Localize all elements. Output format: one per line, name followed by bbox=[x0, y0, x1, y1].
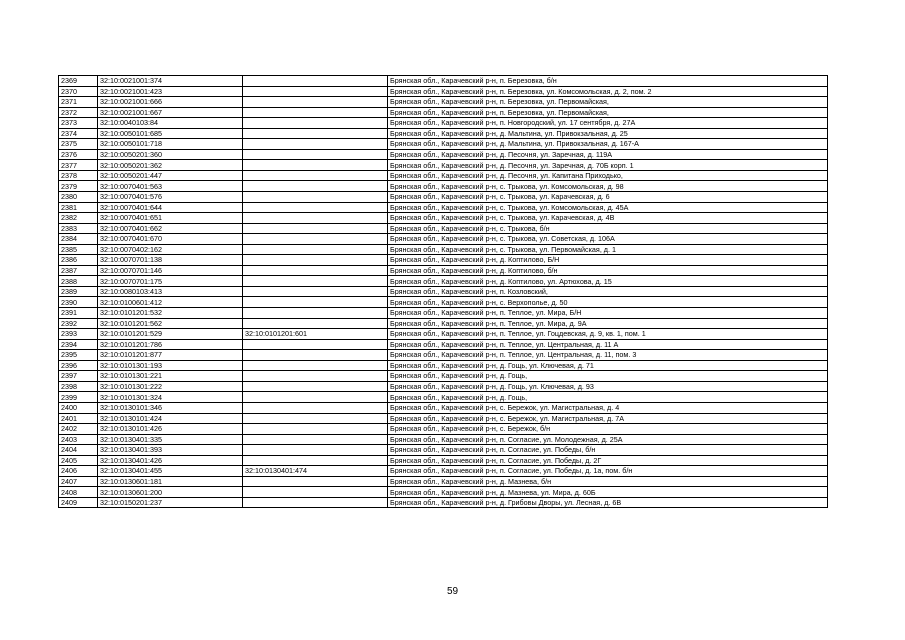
row-number-cell: 2399 bbox=[59, 392, 98, 403]
table-row bbox=[59, 192, 828, 203]
address-cell: Брянская обл., Карачевский р-н, с. Трыкова, ул. Комсомольская, д. 98 bbox=[388, 181, 828, 192]
row-number-cell: 2406 bbox=[59, 466, 98, 477]
parent-cadastral-number-cell bbox=[243, 107, 388, 118]
address-cell: Брянская обл., Карачевский р-н, д. Гощь, ул. Ключевая, д. 93 bbox=[388, 381, 828, 392]
row-number-cell: 2389 bbox=[59, 286, 98, 297]
table-row bbox=[59, 160, 828, 171]
address-cell: Брянская обл., Карачевский р-н, д. Песочня, ул. Заречная, д. 70Б корп. 1 bbox=[388, 160, 828, 171]
address-cell: Брянская обл., Карачевский р-н, с. Трыкова, ул. Первомайская, д. 1 bbox=[388, 244, 828, 255]
address-cell: Брянская обл., Карачевский р-н, с. Бережок, ул. Магистральная, д. 7А bbox=[388, 413, 828, 424]
table-row bbox=[59, 413, 828, 424]
row-number-cell: 2398 bbox=[59, 381, 98, 392]
cadastral-number-cell: 32:10:0101301:324 bbox=[98, 392, 243, 403]
parent-cadastral-number-cell bbox=[243, 118, 388, 129]
table-row bbox=[59, 276, 828, 287]
row-number-cell: 2392 bbox=[59, 318, 98, 329]
table-row bbox=[59, 170, 828, 181]
address-cell: Брянская обл., Карачевский р-н, п. Согласие, ул. Победы, б/н bbox=[388, 445, 828, 456]
parent-cadastral-number-cell bbox=[243, 223, 388, 234]
parent-cadastral-number-cell bbox=[243, 255, 388, 266]
row-number-cell: 2370 bbox=[59, 86, 98, 97]
parent-cadastral-number-cell bbox=[243, 128, 388, 139]
cadastral-number-cell: 32:10:0130101:346 bbox=[98, 402, 243, 413]
address-cell: Брянская обл., Карачевский р-н, п. Теплое, ул. Гоцдевская, д. 9, кв. 1, пом. 1 bbox=[388, 329, 828, 340]
address-cell: Брянская обл., Карачевский р-н, д. Гощь, bbox=[388, 371, 828, 382]
row-number-cell: 2391 bbox=[59, 308, 98, 319]
parent-cadastral-number-cell bbox=[243, 97, 388, 108]
parent-cadastral-number-cell bbox=[243, 434, 388, 445]
parent-cadastral-number-cell bbox=[243, 360, 388, 371]
table-row bbox=[59, 107, 828, 118]
parent-cadastral-number-cell bbox=[243, 455, 388, 466]
table-row bbox=[59, 118, 828, 129]
row-number-cell: 2378 bbox=[59, 170, 98, 181]
row-number-cell: 2407 bbox=[59, 476, 98, 487]
address-cell: Брянская обл., Карачевский р-н, д. Гощь, bbox=[388, 392, 828, 403]
cadastral-number-cell: 32:10:0130401:455 bbox=[98, 466, 243, 477]
cadastral-number-cell: 32:10:0130401:426 bbox=[98, 455, 243, 466]
table-row bbox=[59, 487, 828, 498]
row-number-cell: 2369 bbox=[59, 76, 98, 87]
table-row bbox=[59, 308, 828, 319]
row-number-cell: 2387 bbox=[59, 265, 98, 276]
table-row bbox=[59, 360, 828, 371]
cadastral-number-cell: 32:10:0100601:412 bbox=[98, 297, 243, 308]
parent-cadastral-number-cell bbox=[243, 202, 388, 213]
address-cell: Брянская обл., Карачевский р-н, п. Согласие, ул. Молодежная, д. 25А bbox=[388, 434, 828, 445]
table-row bbox=[59, 339, 828, 350]
address-cell: Брянская обл., Карачевский р-н, д. Коптилово, б/н bbox=[388, 265, 828, 276]
cadastral-number-cell: 32:10:0130601:181 bbox=[98, 476, 243, 487]
table-row bbox=[59, 297, 828, 308]
cadastral-number-cell: 32:10:0050201:360 bbox=[98, 149, 243, 160]
row-number-cell: 2405 bbox=[59, 455, 98, 466]
table-row bbox=[59, 466, 828, 477]
parent-cadastral-number-cell bbox=[243, 181, 388, 192]
parent-cadastral-number-cell bbox=[243, 76, 388, 87]
cadastral-number-cell: 32:10:0130401:335 bbox=[98, 434, 243, 445]
row-number-cell: 2385 bbox=[59, 244, 98, 255]
cadastral-number-cell: 32:10:0101201:532 bbox=[98, 308, 243, 319]
row-number-cell: 2374 bbox=[59, 128, 98, 139]
parent-cadastral-number-cell bbox=[243, 339, 388, 350]
row-number-cell: 2382 bbox=[59, 213, 98, 224]
cadastral-number-cell: 32:10:0130401:393 bbox=[98, 445, 243, 456]
row-number-cell: 2390 bbox=[59, 297, 98, 308]
cadastral-number-cell: 32:10:0080103:413 bbox=[98, 286, 243, 297]
row-number-cell: 2401 bbox=[59, 413, 98, 424]
address-cell: Брянская обл., Карачевский р-н, д. Гощь, ул. Ключевая, д. 71 bbox=[388, 360, 828, 371]
table-row bbox=[59, 455, 828, 466]
address-cell: Брянская обл., Карачевский р-н, п. Новгородский, ул. 17 сентября, д. 27А bbox=[388, 118, 828, 129]
cadastral-number-cell: 32:10:0070401:670 bbox=[98, 234, 243, 245]
row-number-cell: 2383 bbox=[59, 223, 98, 234]
parent-cadastral-number-cell bbox=[243, 445, 388, 456]
row-number-cell: 2402 bbox=[59, 424, 98, 435]
cadastral-number-cell: 32:10:0070701:146 bbox=[98, 265, 243, 276]
row-number-cell: 2393 bbox=[59, 329, 98, 340]
cadastral-number-cell: 32:10:0101301:221 bbox=[98, 371, 243, 382]
cadastral-number-cell: 32:10:0070701:138 bbox=[98, 255, 243, 266]
parent-cadastral-number-cell: 32:10:0101201:601 bbox=[243, 329, 388, 340]
row-number-cell: 2375 bbox=[59, 139, 98, 150]
address-cell: Брянская обл., Карачевский р-н, с. Бережок, ул. Магистральная, д. 4 bbox=[388, 402, 828, 413]
cadastral-number-cell: 32:10:0040103:84 bbox=[98, 118, 243, 129]
cadastral-number-cell: 32:10:0070401:651 bbox=[98, 213, 243, 224]
table-row bbox=[59, 424, 828, 435]
table-row bbox=[59, 97, 828, 108]
row-number-cell: 2381 bbox=[59, 202, 98, 213]
cadastral-number-cell: 32:10:0070701:175 bbox=[98, 276, 243, 287]
cadastral-number-cell: 32:10:0070402:162 bbox=[98, 244, 243, 255]
parent-cadastral-number-cell: 32:10:0130401:474 bbox=[243, 466, 388, 477]
address-cell: Брянская обл., Карачевский р-н, п. Согласие, ул. Победы, д. 2Г bbox=[388, 455, 828, 466]
row-number-cell: 2373 bbox=[59, 118, 98, 129]
table-row bbox=[59, 128, 828, 139]
address-cell: Брянская обл., Карачевский р-н, с. Трыкова, б/н bbox=[388, 223, 828, 234]
cadastral-number-cell: 32:10:0021001:374 bbox=[98, 76, 243, 87]
row-number-cell: 2404 bbox=[59, 445, 98, 456]
address-cell: Брянская обл., Карачевский р-н, с. Трыкова, ул. Советская, д. 106А bbox=[388, 234, 828, 245]
row-number-cell: 2379 bbox=[59, 181, 98, 192]
row-number-cell: 2376 bbox=[59, 149, 98, 160]
registry-table-body bbox=[59, 76, 828, 508]
cadastral-number-cell: 32:10:0150201:237 bbox=[98, 497, 243, 508]
parent-cadastral-number-cell bbox=[243, 392, 388, 403]
parent-cadastral-number-cell bbox=[243, 276, 388, 287]
row-number-cell: 2400 bbox=[59, 402, 98, 413]
table-row bbox=[59, 497, 828, 508]
address-cell: Брянская обл., Карачевский р-н, д. Мазнева, ул. Мира, д. 60Б bbox=[388, 487, 828, 498]
table-row bbox=[59, 286, 828, 297]
address-cell: Брянская обл., Карачевский р-н, д. Мазнева, б/н bbox=[388, 476, 828, 487]
address-cell: Брянская обл., Карачевский р-н, п. Березовка, ул. Первомайская, bbox=[388, 107, 828, 118]
row-number-cell: 2408 bbox=[59, 487, 98, 498]
parent-cadastral-number-cell bbox=[243, 286, 388, 297]
table-row bbox=[59, 213, 828, 224]
parent-cadastral-number-cell bbox=[243, 402, 388, 413]
table-row bbox=[59, 265, 828, 276]
parent-cadastral-number-cell bbox=[243, 297, 388, 308]
parent-cadastral-number-cell bbox=[243, 149, 388, 160]
cadastral-number-cell: 32:10:0021001:423 bbox=[98, 86, 243, 97]
row-number-cell: 2394 bbox=[59, 339, 98, 350]
parent-cadastral-number-cell bbox=[243, 308, 388, 319]
address-cell: Брянская обл., Карачевский р-н, п. Березовка, ул. Комсомольская, д. 2, пом. 2 bbox=[388, 86, 828, 97]
parent-cadastral-number-cell bbox=[243, 160, 388, 171]
registry-table bbox=[58, 75, 828, 508]
row-number-cell: 2371 bbox=[59, 97, 98, 108]
cadastral-number-cell: 32:10:0101201:786 bbox=[98, 339, 243, 350]
address-cell: Брянская обл., Карачевский р-н, д. Грибовы Дворы, ул. Лесная, д. 6В bbox=[388, 497, 828, 508]
parent-cadastral-number-cell bbox=[243, 244, 388, 255]
cadastral-number-cell: 32:10:0101201:562 bbox=[98, 318, 243, 329]
table-row bbox=[59, 76, 828, 87]
parent-cadastral-number-cell bbox=[243, 139, 388, 150]
parent-cadastral-number-cell bbox=[243, 234, 388, 245]
row-number-cell: 2380 bbox=[59, 192, 98, 203]
row-number-cell: 2384 bbox=[59, 234, 98, 245]
table-row bbox=[59, 244, 828, 255]
cadastral-number-cell: 32:10:0021001:667 bbox=[98, 107, 243, 118]
row-number-cell: 2386 bbox=[59, 255, 98, 266]
cadastral-number-cell: 32:10:0130101:424 bbox=[98, 413, 243, 424]
address-cell: Брянская обл., Карачевский р-н, с. Бережок, б/н bbox=[388, 424, 828, 435]
table-row bbox=[59, 402, 828, 413]
address-cell: Брянская обл., Карачевский р-н, п. Козловский, bbox=[388, 286, 828, 297]
table-row bbox=[59, 381, 828, 392]
cadastral-number-cell: 32:10:0070401:662 bbox=[98, 223, 243, 234]
table-row bbox=[59, 149, 828, 160]
parent-cadastral-number-cell bbox=[243, 371, 388, 382]
address-cell: Брянская обл., Карачевский р-н, п. Теплое, ул. Мира, Б/Н bbox=[388, 308, 828, 319]
table-row bbox=[59, 255, 828, 266]
table-row bbox=[59, 445, 828, 456]
address-cell: Брянская обл., Карачевский р-н, п. Теплое, ул. Центральная, д. 11, пом. 3 bbox=[388, 350, 828, 361]
table-row bbox=[59, 181, 828, 192]
row-number-cell: 2388 bbox=[59, 276, 98, 287]
cadastral-number-cell: 32:10:0070401:563 bbox=[98, 181, 243, 192]
parent-cadastral-number-cell bbox=[243, 192, 388, 203]
cadastral-number-cell: 32:10:0050201:362 bbox=[98, 160, 243, 171]
parent-cadastral-number-cell bbox=[243, 381, 388, 392]
cadastral-number-cell: 32:10:0050101:685 bbox=[98, 128, 243, 139]
table-row bbox=[59, 202, 828, 213]
parent-cadastral-number-cell bbox=[243, 487, 388, 498]
table-row bbox=[59, 350, 828, 361]
address-cell: Брянская обл., Карачевский р-н, д. Песочня, ул. Заречная, д. 119А bbox=[388, 149, 828, 160]
row-number-cell: 2397 bbox=[59, 371, 98, 382]
table-row bbox=[59, 371, 828, 382]
address-cell: Брянская обл., Карачевский р-н, п. Теплое, ул. Центральная, д. 11 А bbox=[388, 339, 828, 350]
cadastral-number-cell: 32:10:0101201:877 bbox=[98, 350, 243, 361]
parent-cadastral-number-cell bbox=[243, 413, 388, 424]
address-cell: Брянская обл., Карачевский р-н, п. Согласие, ул. Победы, д. 1а, пом. б/н bbox=[388, 466, 828, 477]
address-cell: Брянская обл., Карачевский р-н, д. Коптилово, ул. Артюхова, д. 15 bbox=[388, 276, 828, 287]
address-cell: Брянская обл., Карачевский р-н, д. Мальтина, ул. Привокзальная, д. 25 bbox=[388, 128, 828, 139]
cadastral-number-cell: 32:10:0130101:426 bbox=[98, 424, 243, 435]
parent-cadastral-number-cell bbox=[243, 265, 388, 276]
row-number-cell: 2372 bbox=[59, 107, 98, 118]
parent-cadastral-number-cell bbox=[243, 86, 388, 97]
parent-cadastral-number-cell bbox=[243, 350, 388, 361]
cadastral-number-cell: 32:10:0130601:200 bbox=[98, 487, 243, 498]
cadastral-number-cell: 32:10:0070401:576 bbox=[98, 192, 243, 203]
address-cell: Брянская обл., Карачевский р-н, п. Теплое, ул. Мира, д. 9А bbox=[388, 318, 828, 329]
table-row bbox=[59, 223, 828, 234]
row-number-cell: 2377 bbox=[59, 160, 98, 171]
parent-cadastral-number-cell bbox=[243, 476, 388, 487]
cadastral-number-cell: 32:10:0101301:193 bbox=[98, 360, 243, 371]
row-number-cell: 2396 bbox=[59, 360, 98, 371]
cadastral-number-cell: 32:10:0050101:718 bbox=[98, 139, 243, 150]
row-number-cell: 2395 bbox=[59, 350, 98, 361]
row-number-cell: 2403 bbox=[59, 434, 98, 445]
address-cell: Брянская обл., Карачевский р-н, д. Мальтина, ул. Привокзальная, д. 167-А bbox=[388, 139, 828, 150]
parent-cadastral-number-cell bbox=[243, 213, 388, 224]
address-cell: Брянская обл., Карачевский р-н, д. Песочня, ул. Капитана Приходько, bbox=[388, 170, 828, 181]
table-row bbox=[59, 86, 828, 97]
table-row bbox=[59, 234, 828, 245]
table-row bbox=[59, 139, 828, 150]
address-cell: Брянская обл., Карачевский р-н, с. Трыкова, ул. Карачевская, д. 6 bbox=[388, 192, 828, 203]
parent-cadastral-number-cell bbox=[243, 497, 388, 508]
table-row bbox=[59, 392, 828, 403]
table-row bbox=[59, 476, 828, 487]
address-cell: Брянская обл., Карачевский р-н, с. Верхополье, д. 50 bbox=[388, 297, 828, 308]
cadastral-number-cell: 32:10:0021001:666 bbox=[98, 97, 243, 108]
row-number-cell: 2409 bbox=[59, 497, 98, 508]
page-number: 59 bbox=[446, 586, 459, 597]
parent-cadastral-number-cell bbox=[243, 318, 388, 329]
cadastral-number-cell: 32:10:0050201:447 bbox=[98, 170, 243, 181]
cadastral-number-cell: 32:10:0101301:222 bbox=[98, 381, 243, 392]
table-row bbox=[59, 329, 828, 340]
table-row bbox=[59, 434, 828, 445]
table-row bbox=[59, 318, 828, 329]
parent-cadastral-number-cell bbox=[243, 424, 388, 435]
parent-cadastral-number-cell bbox=[243, 170, 388, 181]
address-cell: Брянская обл., Карачевский р-н, с. Трыкова, ул. Комсомольская, д. 45А bbox=[388, 202, 828, 213]
address-cell: Брянская обл., Карачевский р-н, с. Трыкова, ул. Карачевская, д. 4В bbox=[388, 213, 828, 224]
address-cell: Брянская обл., Карачевский р-н, п. Березовка, б/н bbox=[388, 76, 828, 87]
cadastral-number-cell: 32:10:0070401:644 bbox=[98, 202, 243, 213]
address-cell: Брянская обл., Карачевский р-н, п. Березовка, ул. Первомайская, bbox=[388, 97, 828, 108]
address-cell: Брянская обл., Карачевский р-н, д. Коптилово, Б/Н bbox=[388, 255, 828, 266]
cadastral-number-cell: 32:10:0101201:529 bbox=[98, 329, 243, 340]
